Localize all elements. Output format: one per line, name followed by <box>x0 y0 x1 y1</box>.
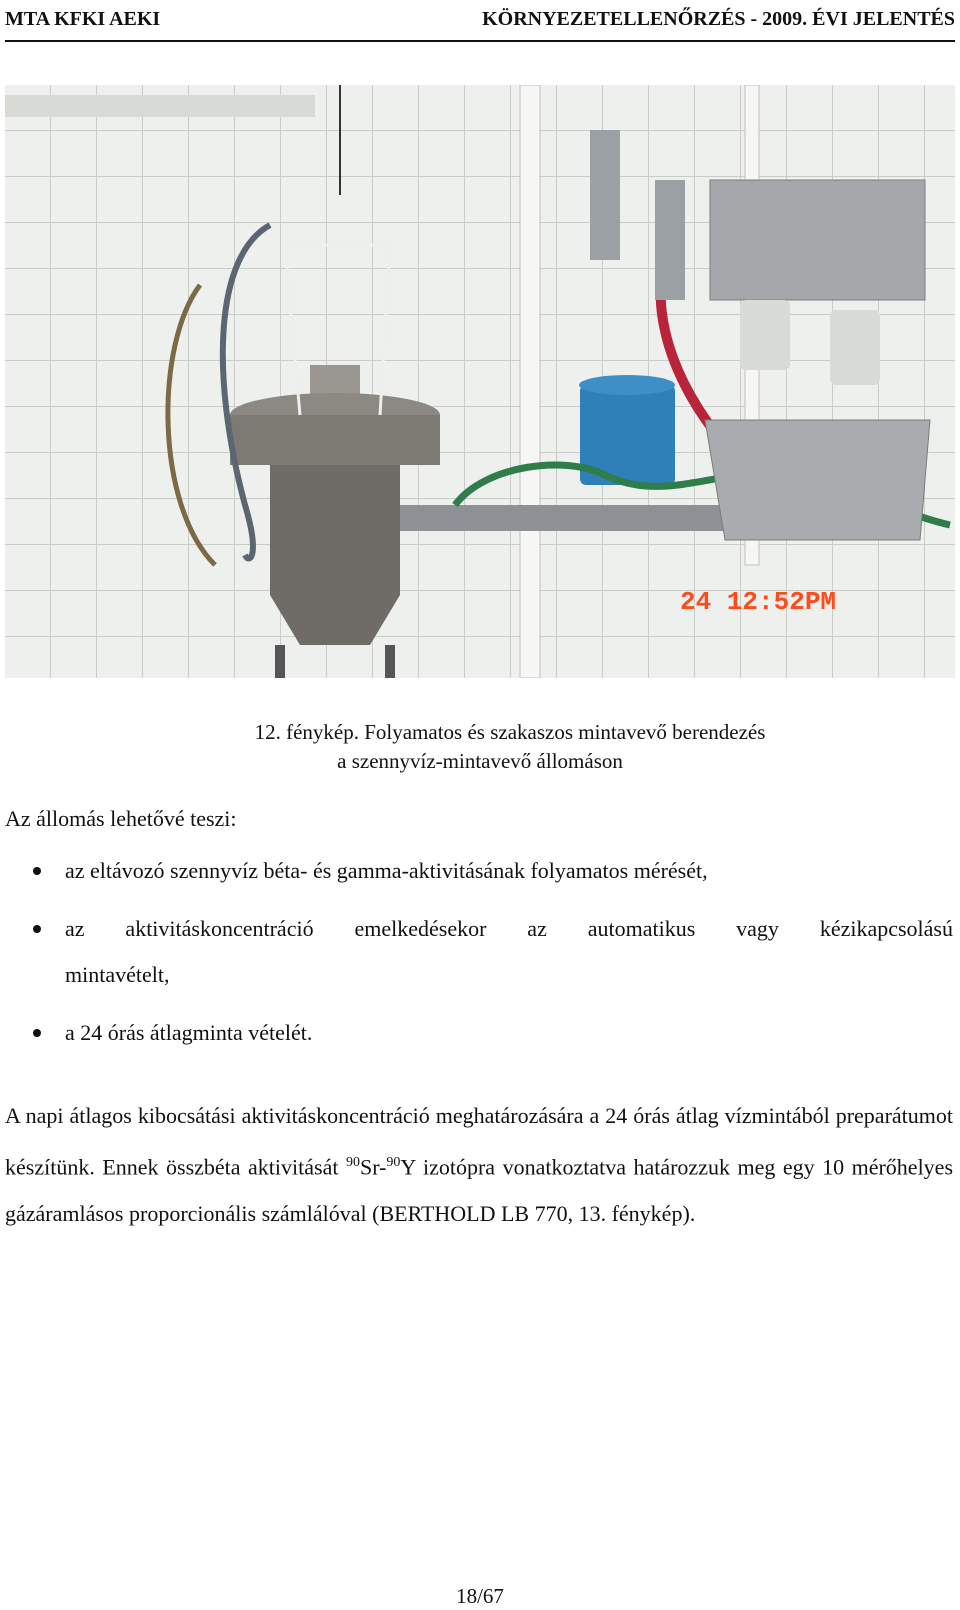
photo-timestamp: 24 12:52PM <box>680 587 837 617</box>
page-header <box>5 4 955 42</box>
photo-caption <box>0 718 960 776</box>
header-report-title: KÖRNYEZETELLENŐRZÉS - 2009. ÉVI JELENTÉS <box>482 8 955 30</box>
sampler-photo <box>5 85 955 678</box>
list-item: az eltávozó szennyvíz béta- és gamma-aktivitásának folyamatos mérését, <box>5 848 953 894</box>
list-item: az aktivitáskoncentráció emelkedésekor az automatikus vagy kézikapcsolású mintavételt, <box>5 906 953 998</box>
intro-text: Az állomás lehetővé teszi: <box>5 806 237 831</box>
caption-line-1: 12. fénykép. Folyamatos és szakaszos mintavevő berendezés <box>254 720 766 744</box>
capability-list <box>5 848 953 1056</box>
list-item: a 24 órás átlagminta vételét. <box>5 1010 953 1056</box>
caption-line-2: a szennyvíz-mintavevő állomáson <box>337 749 623 773</box>
photo-illustration <box>5 85 955 678</box>
body-paragraph: A napi átlagos kibocsátási aktivitáskoncentráció meghatározására a 24 órás átlag vízmintából preparátumot készítünk. Ennek összbéta aktivitását $^{90}$Sr-$^{90}$Y izotópra vonatkoztatva határozzuk meg egy 10 mérőhelyes gázáramlásos proporcionális számlálóval (BERTHOLD LB 770, 13. fénykép). <box>5 1103 954 1227</box>
header-institute: MTA KFKI AEKI <box>5 8 161 30</box>
page-number: 18/67 <box>456 1584 504 1608</box>
